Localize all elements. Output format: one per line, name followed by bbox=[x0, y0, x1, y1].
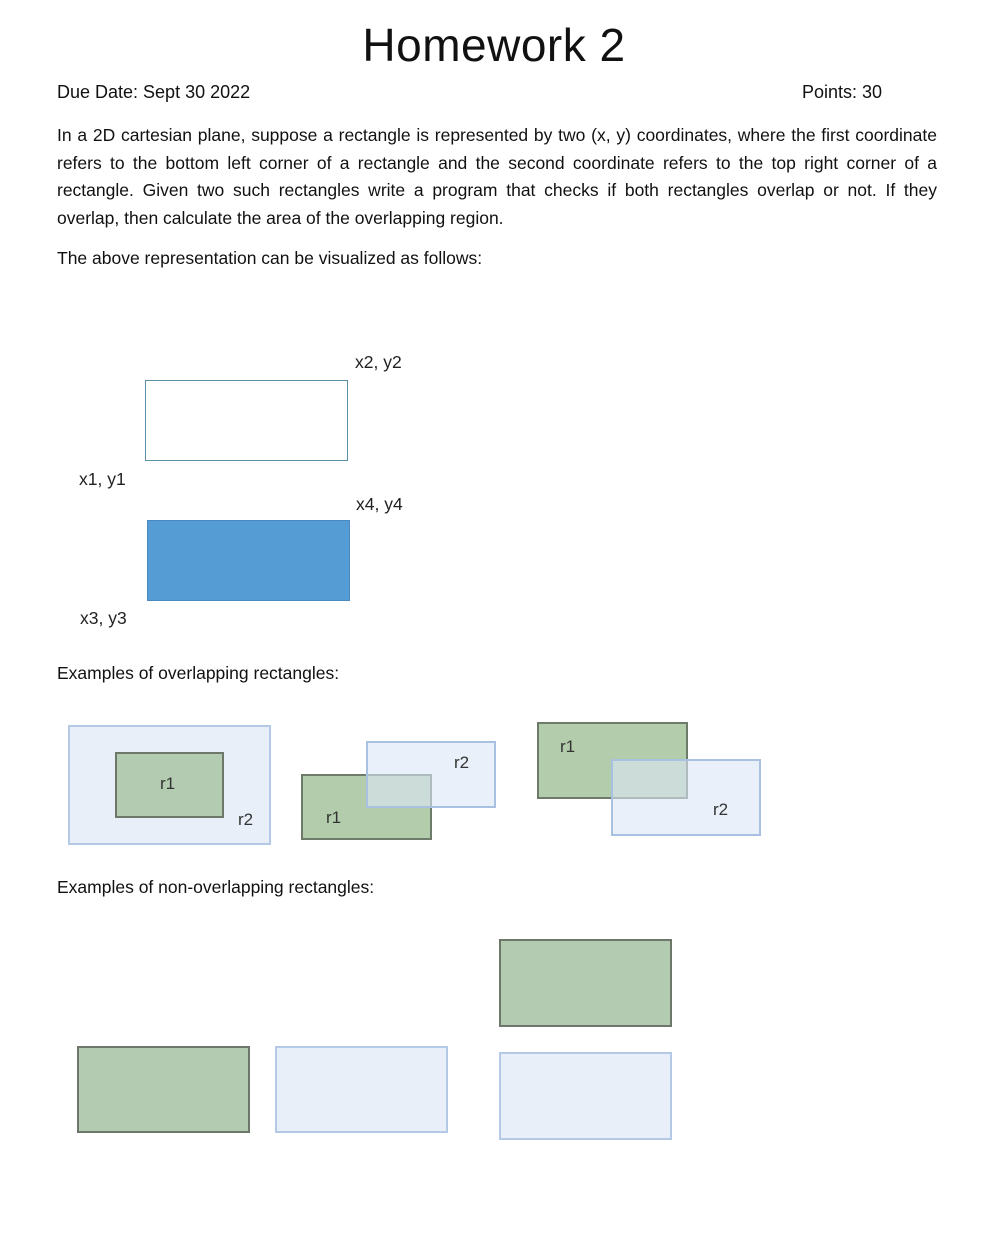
label-x3-y3: x3, y3 bbox=[80, 608, 127, 628]
due-date: Due Date: Sept 30 2022 bbox=[57, 82, 251, 102]
rectangle-r1 bbox=[499, 939, 672, 1027]
rectangle-r1 bbox=[77, 1046, 250, 1133]
label-x4-y4: x4, y4 bbox=[356, 494, 403, 514]
outline-rectangle bbox=[145, 380, 348, 461]
non-overlap-heading: Examples of non-overlapping rectangles: bbox=[57, 877, 375, 897]
label-r1: r1 bbox=[160, 774, 176, 793]
problem-description: In a 2D cartesian plane, suppose a rectangle is represented by two (x, y) coordinates, where the first coordinate refers to the bottom left corner of a rectangle and the second coordinate refers to the top right corner of a rectangle. Given two such rectangles write a program that checks if both rectangles overlap or not. If they overlap, then calculate the area of the overlapping region. bbox=[57, 125, 937, 228]
rectangle-r2 bbox=[611, 759, 761, 836]
points: Points: 30 bbox=[802, 82, 883, 102]
label-r1: r1 bbox=[560, 737, 576, 756]
page-title: Homework 2 bbox=[362, 19, 626, 71]
visualize-intro: The above representation can be visualized as follows: bbox=[57, 248, 483, 268]
label-r2: r2 bbox=[713, 800, 729, 819]
label-r2: r2 bbox=[238, 810, 254, 829]
rectangle-r2 bbox=[366, 741, 496, 808]
label-x1-y1: x1, y1 bbox=[79, 469, 126, 489]
overlap-heading: Examples of overlapping rectangles: bbox=[57, 663, 340, 683]
label-x2-y2: x2, y2 bbox=[355, 352, 402, 372]
filled-rectangle bbox=[147, 520, 350, 601]
label-r2: r2 bbox=[454, 753, 470, 772]
rectangle-r2 bbox=[275, 1046, 448, 1133]
rectangle-r2 bbox=[499, 1052, 672, 1140]
label-r1: r1 bbox=[326, 808, 342, 827]
